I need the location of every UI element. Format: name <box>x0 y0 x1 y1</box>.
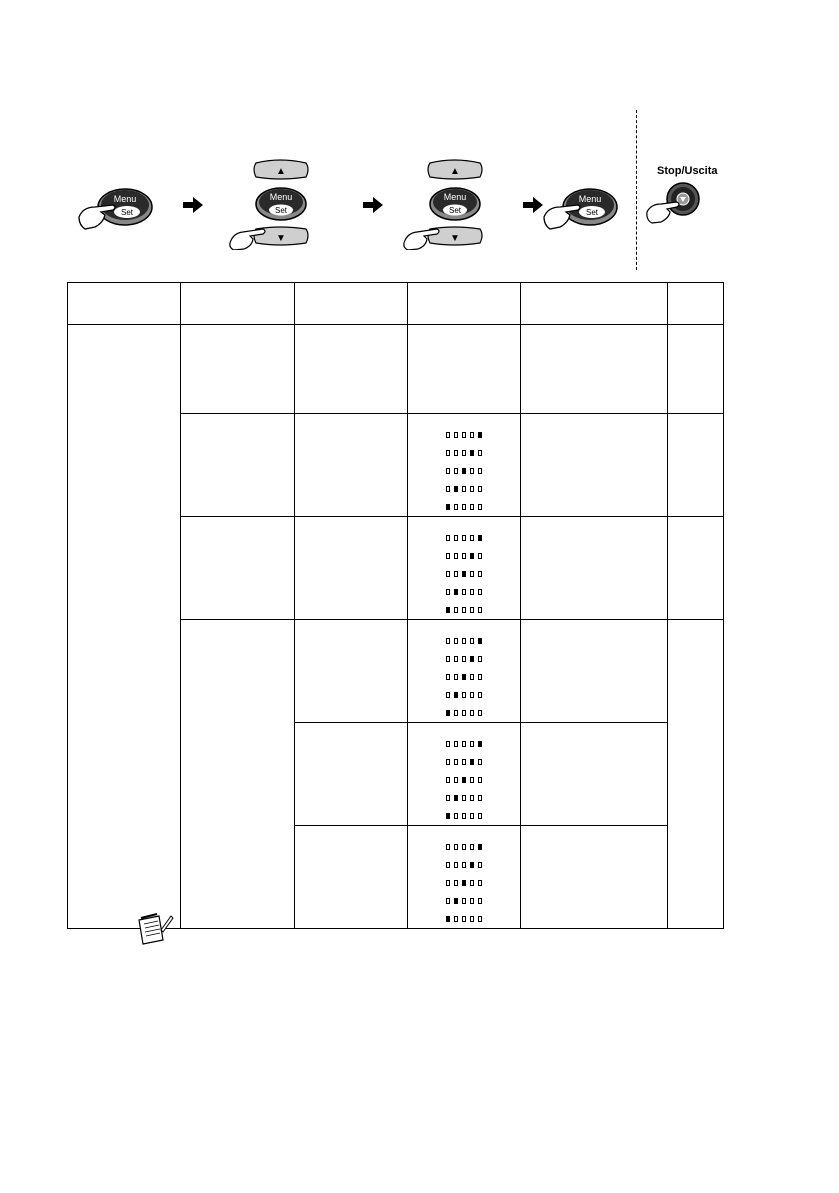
level-row <box>446 668 482 686</box>
level-marker-empty <box>470 844 474 850</box>
level-indicator <box>446 723 482 825</box>
level-row <box>446 892 482 910</box>
level-row <box>446 910 482 928</box>
level-marker-empty <box>446 862 450 868</box>
level-marker-empty <box>454 844 458 850</box>
level-indicator-cell <box>408 723 521 826</box>
level-marker-empty <box>454 450 458 456</box>
level-row <box>446 650 482 668</box>
stop-button-icon[interactable] <box>645 180 705 225</box>
level-row <box>446 838 482 856</box>
level-marker-filled <box>454 589 458 595</box>
level-marker-empty <box>462 710 466 716</box>
level-row <box>446 856 482 874</box>
level-marker-empty <box>454 710 458 716</box>
header-cell <box>68 283 181 325</box>
level-indicator <box>446 414 482 516</box>
level-indicator <box>446 517 482 619</box>
level-row <box>446 686 482 704</box>
level-marker-empty <box>454 741 458 747</box>
level-marker-filled <box>462 571 466 577</box>
svg-text:▲: ▲ <box>276 166 286 177</box>
setting-cell <box>408 325 521 414</box>
level-marker-empty <box>478 862 482 868</box>
level-marker-empty <box>462 450 466 456</box>
header-cell <box>295 283 408 325</box>
level-marker-empty <box>446 589 450 595</box>
level-marker-empty <box>470 571 474 577</box>
option-cell <box>295 517 408 620</box>
level-marker-empty <box>462 813 466 819</box>
level-indicator-cell <box>408 826 521 929</box>
level-indicator-cell <box>408 517 521 620</box>
stop-exit-label: Stop/Uscita <box>657 165 718 177</box>
level-marker-empty <box>462 692 466 698</box>
level-marker-filled <box>470 862 474 868</box>
level-marker-empty <box>470 674 474 680</box>
level-row <box>446 874 482 892</box>
header-cell <box>521 283 668 325</box>
level-marker-filled <box>470 450 474 456</box>
level-marker-empty <box>462 759 466 765</box>
level-marker-filled <box>470 553 474 559</box>
level-marker-empty <box>446 692 450 698</box>
level-marker-empty <box>454 607 458 613</box>
level-marker-empty <box>446 432 450 438</box>
level-marker-empty <box>462 504 466 510</box>
level-marker-empty <box>470 504 474 510</box>
dashed-separator <box>636 110 637 270</box>
level-marker-empty <box>478 674 482 680</box>
menu-set-button-2[interactable] <box>540 185 620 233</box>
level-marker-empty <box>478 656 482 662</box>
level-marker-empty <box>470 880 474 886</box>
level-marker-empty <box>470 777 474 783</box>
level-row <box>446 704 482 722</box>
level-row <box>446 789 482 807</box>
level-row <box>446 565 482 583</box>
level-marker-empty <box>478 553 482 559</box>
level-marker-empty <box>454 432 458 438</box>
page-cell <box>668 414 724 517</box>
level-marker-empty <box>446 535 450 541</box>
level-marker-filled <box>462 777 466 783</box>
level-marker-empty <box>454 553 458 559</box>
svg-text:Menu: Menu <box>113 194 137 204</box>
level-row <box>446 529 482 547</box>
svg-text:▲: ▲ <box>450 166 460 177</box>
level-marker-empty <box>462 795 466 801</box>
page-cell <box>668 620 724 929</box>
level-marker-empty <box>454 880 458 886</box>
level-marker-empty <box>478 468 482 474</box>
level-marker-filled <box>470 656 474 662</box>
description-cell <box>521 723 668 826</box>
level-marker-filled <box>446 504 450 510</box>
level-marker-empty <box>462 656 466 662</box>
level-marker-empty <box>478 777 482 783</box>
level-row <box>446 547 482 565</box>
level-marker-empty <box>454 504 458 510</box>
level-marker-filled <box>478 432 482 438</box>
submenu-cell <box>181 517 295 620</box>
navigation-keys-1[interactable] <box>228 155 313 250</box>
level-indicator <box>446 826 482 928</box>
level-marker-empty <box>446 880 450 886</box>
level-marker-empty <box>462 432 466 438</box>
level-marker-filled <box>478 535 482 541</box>
level-marker-empty <box>478 504 482 510</box>
level-marker-filled <box>462 674 466 680</box>
level-marker-empty <box>462 638 466 644</box>
level-marker-empty <box>470 692 474 698</box>
option-cell <box>295 620 408 723</box>
level-marker-empty <box>470 813 474 819</box>
level-marker-filled <box>462 468 466 474</box>
option-cell <box>295 723 408 826</box>
level-marker-empty <box>478 916 482 922</box>
level-marker-empty <box>470 741 474 747</box>
level-marker-empty <box>462 607 466 613</box>
level-marker-filled <box>446 813 450 819</box>
level-marker-empty <box>446 450 450 456</box>
level-marker-empty <box>478 607 482 613</box>
level-marker-filled <box>454 795 458 801</box>
level-marker-filled <box>478 638 482 644</box>
level-marker-empty <box>454 656 458 662</box>
level-indicator <box>446 620 482 722</box>
description-cell <box>521 826 668 929</box>
level-row <box>446 601 482 619</box>
level-marker-empty <box>454 535 458 541</box>
level-marker-empty <box>478 571 482 577</box>
level-marker-empty <box>462 553 466 559</box>
level-marker-empty <box>446 795 450 801</box>
menu-table <box>67 282 724 929</box>
level-row <box>446 771 482 789</box>
level-marker-empty <box>478 710 482 716</box>
level-marker-filled <box>454 692 458 698</box>
description-cell <box>521 517 668 620</box>
level-marker-empty <box>470 916 474 922</box>
option-cell <box>295 826 408 929</box>
svg-text:Set: Set <box>585 208 599 217</box>
level-row <box>446 632 482 650</box>
page-cell <box>668 325 724 414</box>
option-cell <box>295 414 408 517</box>
level-indicator-cell <box>408 414 521 517</box>
submenu-cell <box>181 620 295 929</box>
svg-text:▼: ▼ <box>450 233 460 244</box>
menu-set-button-1[interactable] <box>75 185 155 233</box>
level-marker-empty <box>462 844 466 850</box>
level-marker-empty <box>462 535 466 541</box>
page-cell <box>668 517 724 620</box>
level-marker-empty <box>462 898 466 904</box>
level-marker-empty <box>470 607 474 613</box>
svg-text:Menu: Menu <box>269 192 293 202</box>
level-marker-filled <box>454 898 458 904</box>
level-marker-empty <box>462 741 466 747</box>
level-marker-empty <box>462 589 466 595</box>
svg-text:▼: ▼ <box>276 233 286 244</box>
level-marker-filled <box>454 486 458 492</box>
level-marker-empty <box>462 916 466 922</box>
level-marker-filled <box>446 607 450 613</box>
level-marker-empty <box>446 777 450 783</box>
table-row <box>68 325 724 414</box>
level-marker-empty <box>446 844 450 850</box>
level-marker-empty <box>470 589 474 595</box>
svg-text:Set: Set <box>274 206 288 215</box>
level-marker-empty <box>446 674 450 680</box>
level-indicator-cell <box>408 620 521 723</box>
level-row <box>446 807 482 825</box>
level-marker-empty <box>478 813 482 819</box>
header-cell <box>408 283 521 325</box>
level-row <box>446 426 482 444</box>
level-marker-empty <box>454 571 458 577</box>
table-header-row <box>68 283 724 325</box>
level-marker-filled <box>478 844 482 850</box>
level-row <box>446 583 482 601</box>
header-cell <box>181 283 295 325</box>
level-marker-empty <box>446 759 450 765</box>
level-marker-empty <box>470 535 474 541</box>
level-marker-empty <box>462 486 466 492</box>
level-marker-empty <box>446 468 450 474</box>
level-marker-empty <box>446 741 450 747</box>
arrow-right-icon <box>363 197 383 213</box>
arrow-right-icon <box>183 197 203 213</box>
level-marker-filled <box>462 880 466 886</box>
level-marker-empty <box>478 486 482 492</box>
level-row <box>446 753 482 771</box>
level-marker-empty <box>446 571 450 577</box>
level-marker-empty <box>470 432 474 438</box>
level-marker-empty <box>446 486 450 492</box>
level-marker-empty <box>478 589 482 595</box>
level-marker-empty <box>470 638 474 644</box>
description-cell <box>521 414 668 517</box>
level-row <box>446 480 482 498</box>
level-marker-empty <box>454 862 458 868</box>
level-marker-empty <box>454 813 458 819</box>
svg-text:Set: Set <box>448 206 462 215</box>
level-marker-empty <box>478 450 482 456</box>
level-marker-filled <box>446 916 450 922</box>
navigation-keys-2[interactable] <box>402 155 487 250</box>
level-marker-empty <box>454 916 458 922</box>
level-marker-empty <box>446 898 450 904</box>
level-marker-empty <box>454 759 458 765</box>
level-marker-empty <box>454 674 458 680</box>
level-marker-empty <box>478 692 482 698</box>
level-marker-empty <box>470 898 474 904</box>
level-marker-empty <box>478 880 482 886</box>
level-marker-empty <box>454 638 458 644</box>
note-pad-icon <box>135 910 175 950</box>
level-marker-empty <box>470 486 474 492</box>
level-marker-filled <box>446 710 450 716</box>
level-marker-empty <box>470 795 474 801</box>
description-cell <box>521 325 668 414</box>
level-row <box>446 462 482 480</box>
level-row <box>446 444 482 462</box>
level-marker-empty <box>454 468 458 474</box>
level-marker-empty <box>470 468 474 474</box>
level-row <box>446 735 482 753</box>
submenu-cell <box>181 325 295 414</box>
option-cell <box>295 325 408 414</box>
level-marker-empty <box>478 898 482 904</box>
main-menu-cell <box>68 325 181 929</box>
level-marker-empty <box>478 795 482 801</box>
level-marker-empty <box>454 777 458 783</box>
description-cell <box>521 620 668 723</box>
level-marker-empty <box>446 638 450 644</box>
level-marker-empty <box>446 656 450 662</box>
svg-text:Menu: Menu <box>443 192 467 202</box>
level-marker-empty <box>462 862 466 868</box>
level-row <box>446 498 482 516</box>
header-cell <box>668 283 724 325</box>
level-marker-empty <box>446 553 450 559</box>
svg-text:Set: Set <box>120 208 134 217</box>
level-marker-filled <box>478 741 482 747</box>
level-marker-empty <box>478 759 482 765</box>
submenu-cell <box>181 414 295 517</box>
svg-text:Menu: Menu <box>578 194 602 204</box>
level-marker-empty <box>470 710 474 716</box>
level-marker-filled <box>470 759 474 765</box>
